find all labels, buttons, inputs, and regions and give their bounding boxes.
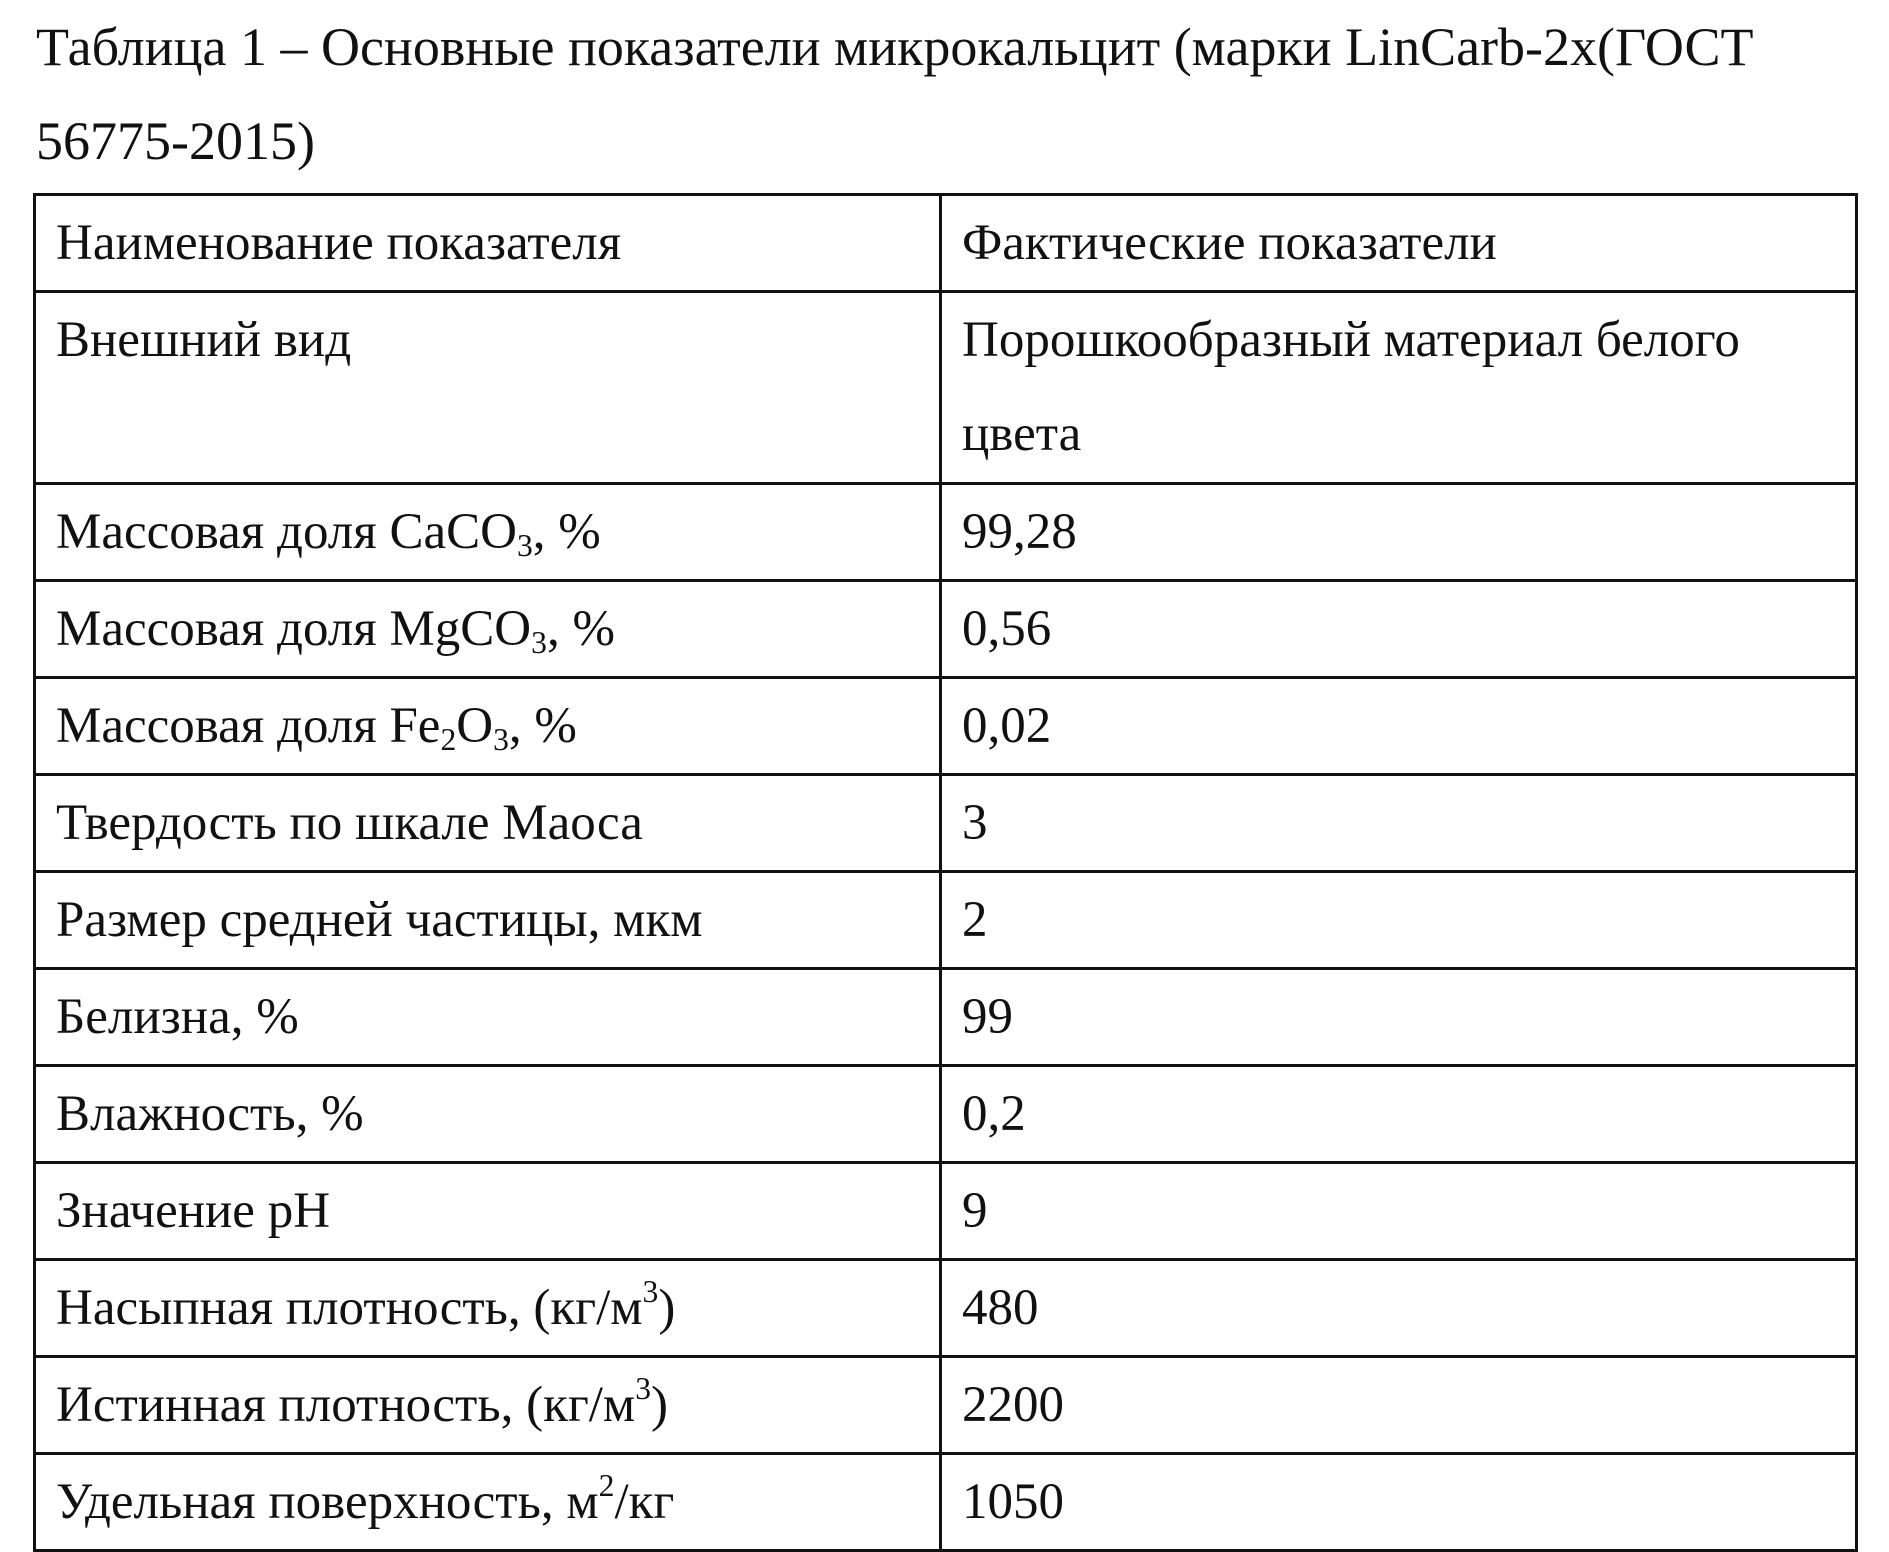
row-name: Удельная поверхность, $м^2/кг$ [35,1454,941,1551]
row-name: Размер средней частицы, мкм [35,872,941,969]
row-value: 2 [941,872,1857,969]
row-value: 9 [941,1163,1857,1260]
header-actual-values: Фактические показатели [941,195,1857,292]
table-header-row [35,195,1857,292]
row-value: 99,28 [941,484,1857,581]
row-name: Массовая доля $Fe_2O_3$, % [35,678,941,775]
indicators-table [33,193,1858,1552]
row-name: Насыпная плотность, $(кг/м^3)$ [35,1260,941,1357]
row-name: Влажность, % [35,1066,941,1163]
table-caption: Таблица 1 – Основные показатели микрокальцит (марки LinCarb-2x(ГОСТ 56775-2015) [36,17,1754,171]
row-value: 0,56 [941,581,1857,678]
table-row [35,678,1857,775]
row-name: Массовая доля CaCO$_3$, % [35,484,941,581]
row-value: 3 [941,775,1857,872]
header-indicator-name: Наименование показателя [35,195,941,292]
row-name: Твердость по шкале Маоса [35,775,941,872]
row-value: 2200 [941,1357,1857,1454]
table-row [35,1066,1857,1163]
table-row [35,292,1857,484]
table-row [35,484,1857,581]
row-value: 0,02 [941,678,1857,775]
table-row [35,872,1857,969]
table-row [35,1454,1857,1551]
row-value: Порошкообразный материал белого цвета [941,292,1857,484]
row-value: 1050 [941,1454,1857,1551]
table-row [35,1260,1857,1357]
table-row [35,1163,1857,1260]
row-value: 0,2 [941,1066,1857,1163]
row-name: Значение pH [35,1163,941,1260]
table-row [35,775,1857,872]
row-name: Истинная плотность, $(кг/м^3)$ [35,1357,941,1454]
table-row [35,1357,1857,1454]
row-value: 99 [941,969,1857,1066]
row-name: Массовая доля MgCO$_3$, % [35,581,941,678]
row-name: Белизна, % [35,969,941,1066]
table-row [35,969,1857,1066]
table-row [35,581,1857,678]
row-value: 480 [941,1260,1857,1357]
row-name: Внешний вид [35,292,941,484]
